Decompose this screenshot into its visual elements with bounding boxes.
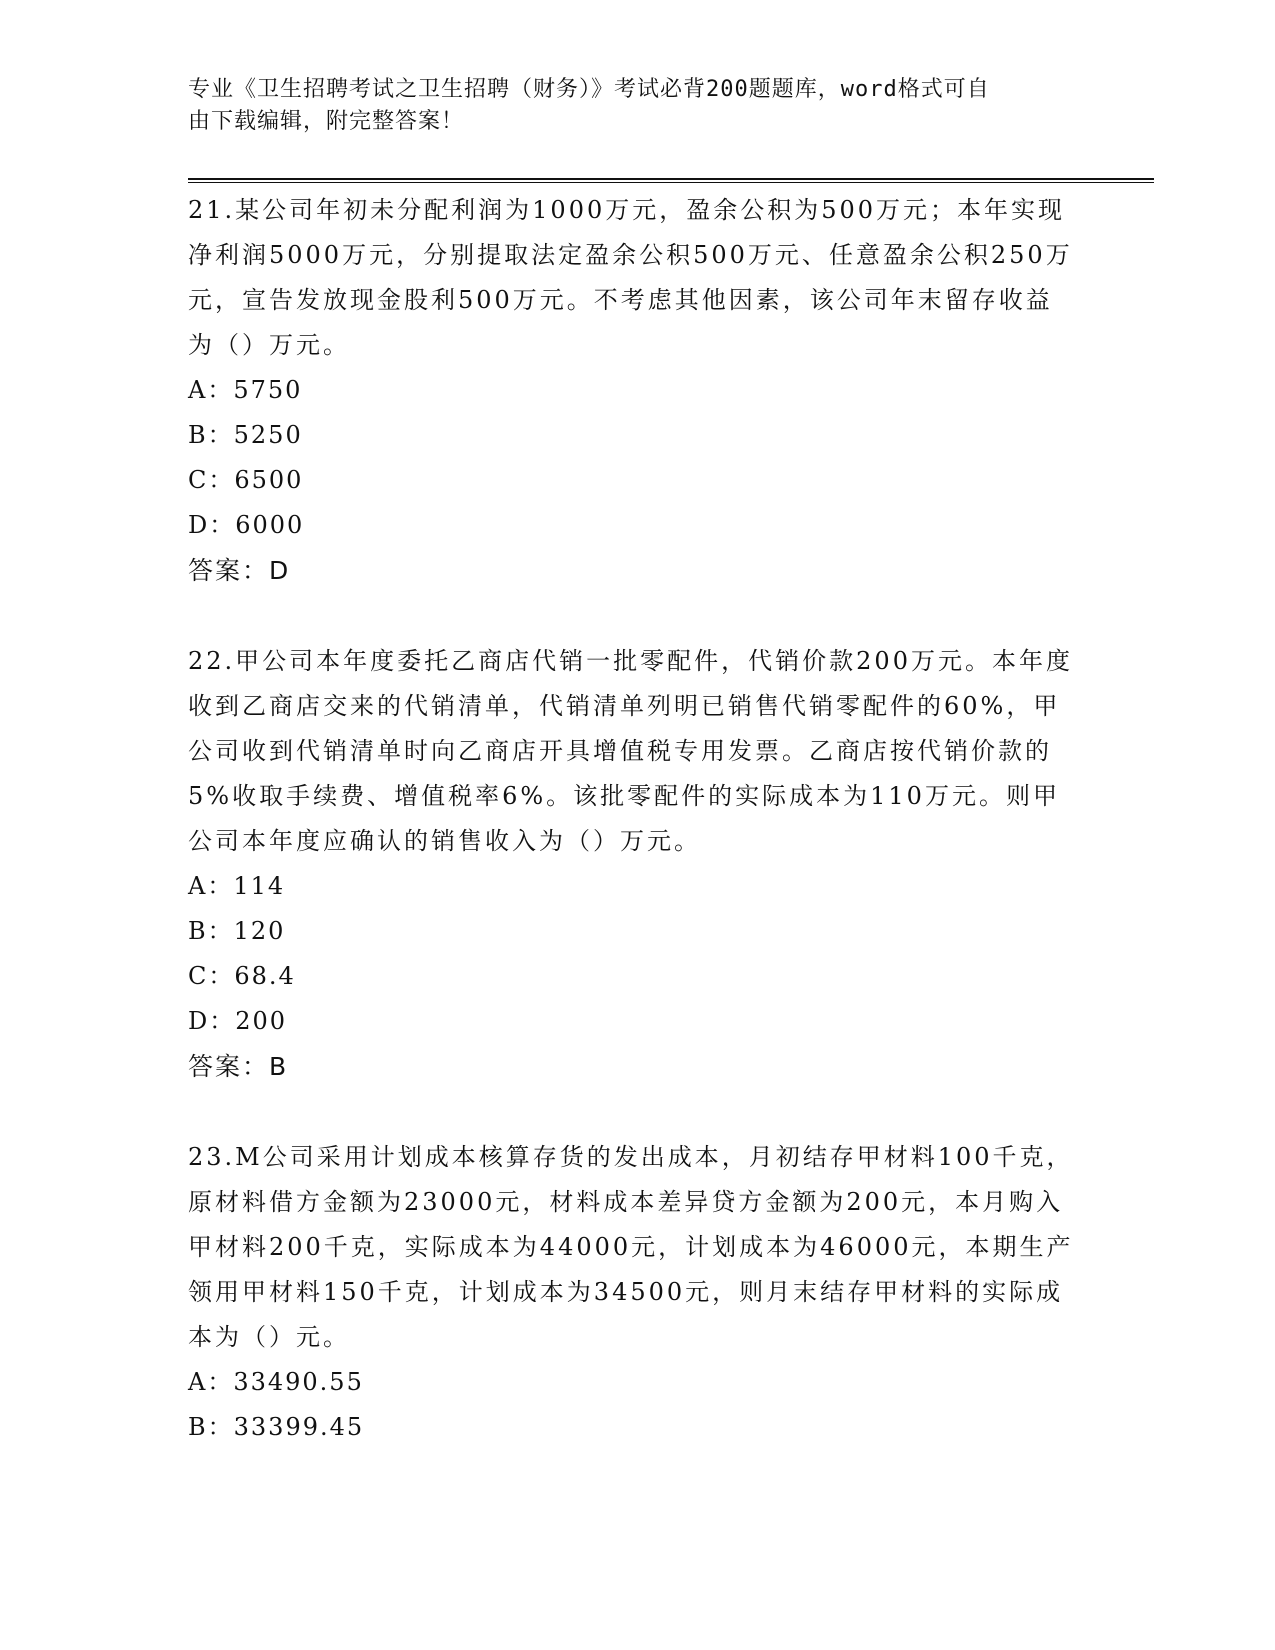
header-divider-thick xyxy=(188,178,1154,180)
header-divider-thin xyxy=(188,182,1154,183)
option-a: A：33490.55 xyxy=(188,1368,364,1396)
header-line-1: 专业《卫生招聘考试之卫生招聘（财务）》考试必背200题题库，word格式可自 xyxy=(188,77,990,102)
option-d: D：200 xyxy=(188,1007,288,1035)
question-stem: 23.M公司采用计划成本核算存货的发出成本，月初结存甲材料100千克，原材料借方金额为23000元，材料成本差异贷方金额为200元，本月购入甲材料200千克，实际成本为44000元，计划成本为46000元，本期生产领用甲材料150千克，计划成本为34500元，则月末结存甲材料的实际成本为（）元。 xyxy=(188,1143,1074,1351)
option-d: D：6000 xyxy=(188,511,305,539)
option-b: B：33399.45 xyxy=(188,1413,365,1441)
question-23 xyxy=(188,1135,1078,1450)
document-header xyxy=(188,74,1068,138)
question-21 xyxy=(188,188,1078,593)
question-22 xyxy=(188,639,1078,1089)
question-list xyxy=(188,188,1078,1496)
option-b: B：5250 xyxy=(188,421,303,449)
question-stem: 21.某公司年初未分配利润为1000万元，盈余公积为500万元；本年实现净利润5000万元，分别提取法定盈余公积500万元、任意盈余公积250万元，宣告发放现金股利500万元。不考虑其他因素，该公司年末留存收益为（）万元。 xyxy=(188,196,1073,359)
option-a: A：5750 xyxy=(188,376,303,404)
answer-line: 答案：D xyxy=(188,556,291,585)
option-c: C：68.4 xyxy=(188,962,296,990)
option-c: C：6500 xyxy=(188,466,304,494)
answer-line: 答案：B xyxy=(188,1052,289,1081)
option-b: B：120 xyxy=(188,917,286,945)
question-stem: 22.甲公司本年度委托乙商店代销一批零配件，代销价款200万元。本年度收到乙商店交来的代销清单，代销清单列明已销售代销零配件的60%，甲公司收到代销清单时向乙商店开具增值税专用发票。乙商店按代销价款的5%收取手续费、增值税率6%。该批零配件的实际成本为110万元。则甲公司本年度应确认的销售收入为（）万元。 xyxy=(188,647,1073,855)
option-a: A：114 xyxy=(188,872,286,900)
header-line-2: 由下载编辑，附完整答案！ xyxy=(188,109,465,134)
